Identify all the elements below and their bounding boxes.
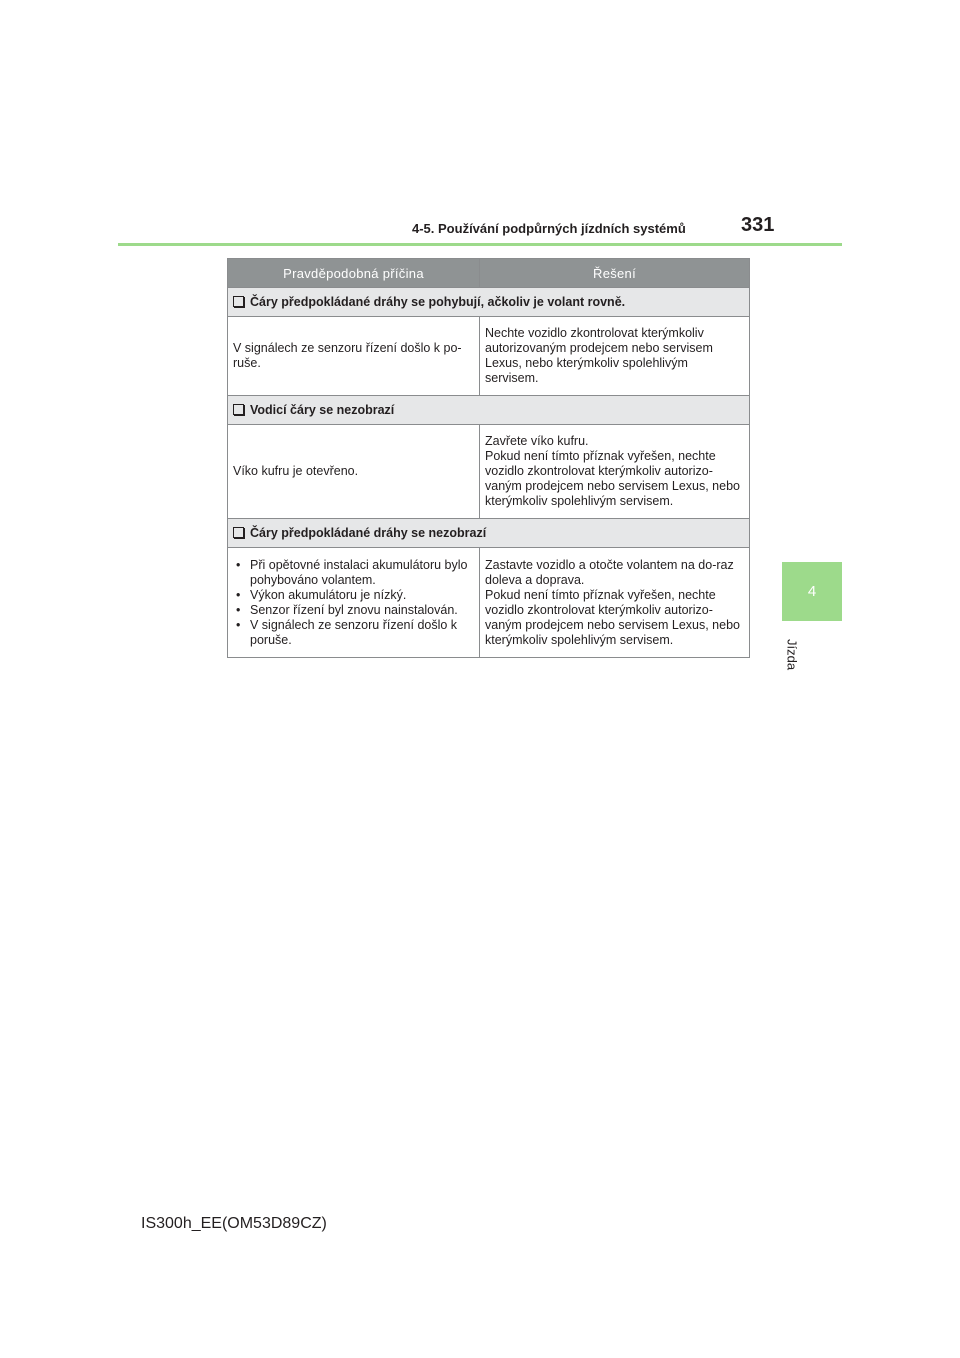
cause-cell xyxy=(228,317,480,396)
cause-list xyxy=(233,558,474,648)
table-row xyxy=(228,548,750,658)
checkbox-square-icon xyxy=(233,296,244,307)
table-row xyxy=(228,317,750,396)
cause-cell xyxy=(228,425,480,519)
solution-text: Nechte vozidlo zkontrolovat kterýmkoliv autorizovaným prodejcem nebo servisem Lexus, nebo kterýmkoliv spolehlivým servisem. xyxy=(485,326,713,385)
list-item: • Při opětovné instalaci akumulátoru bylo pohybováno volantem. xyxy=(233,558,474,588)
header-divider xyxy=(118,243,842,246)
solution-cell xyxy=(480,548,750,658)
category-row xyxy=(228,288,750,317)
solution-cell xyxy=(480,317,750,396)
checkbox-square-icon xyxy=(233,404,244,415)
category-cell xyxy=(228,288,750,317)
category-cell xyxy=(228,396,750,425)
category-title: Vodicí čáry se nezobrazí xyxy=(250,402,395,417)
category-cell xyxy=(228,519,750,548)
column-header-cause: Pravděpodobná příčina xyxy=(228,259,480,288)
cause-text: V signálech ze senzoru řízení došlo k po-ruše. xyxy=(233,341,462,370)
column-header-solution: Řešení xyxy=(480,259,750,288)
chapter-label: Jízda xyxy=(784,639,800,671)
solution-text: Pokud není tímto příznak vyřešen, nechte vozidlo zkontrolovat kterýmkoliv autorizo-vaným prodejcem nebo servisem Lexus, nebo kterýmkoliv spolehlivým servisem. xyxy=(485,587,740,647)
category-row xyxy=(228,519,750,548)
troubleshooting-table xyxy=(227,258,750,658)
solution-cell xyxy=(480,425,750,519)
solution-text: Pokud není tímto příznak vyřešen, nechte vozidlo zkontrolovat kterýmkoliv autorizo-vaným prodejcem nebo servisem Lexus, nebo kterýmkoliv spolehlivým servisem. xyxy=(485,449,740,508)
table-row xyxy=(228,425,750,519)
cause-text: Víko kufru je otevřeno. xyxy=(233,464,359,478)
solution-text: Zavřete víko kufru. xyxy=(485,434,589,448)
cause-cell xyxy=(228,548,480,658)
chapter-tab xyxy=(782,562,842,621)
category-title: Čáry předpokládané dráhy se nezobrazí xyxy=(250,525,487,540)
list-item: • Senzor řízení byl znovu nainstalován. xyxy=(233,603,474,618)
model-code: IS300h_EE(OM53D89CZ) xyxy=(141,1215,327,1232)
table-header-row xyxy=(228,259,750,288)
category-title: Čáry předpokládané dráhy se pohybují, ačkoliv je volant rovně. xyxy=(250,294,626,309)
checkbox-square-icon xyxy=(233,527,244,538)
list-item: • Výkon akumulátoru je nízký. xyxy=(233,588,474,603)
page-number: 331 xyxy=(741,214,775,236)
solution-text: Zastavte vozidlo a otočte volantem na do-raz doleva a doprava. xyxy=(485,557,734,587)
list-item: • V signálech ze senzoru řízení došlo k poruše. xyxy=(233,618,474,648)
category-row xyxy=(228,396,750,425)
chapter-number: 4 xyxy=(807,583,817,600)
section-title: 4-5. Používání podpůrných jízdních systémů xyxy=(412,221,686,236)
